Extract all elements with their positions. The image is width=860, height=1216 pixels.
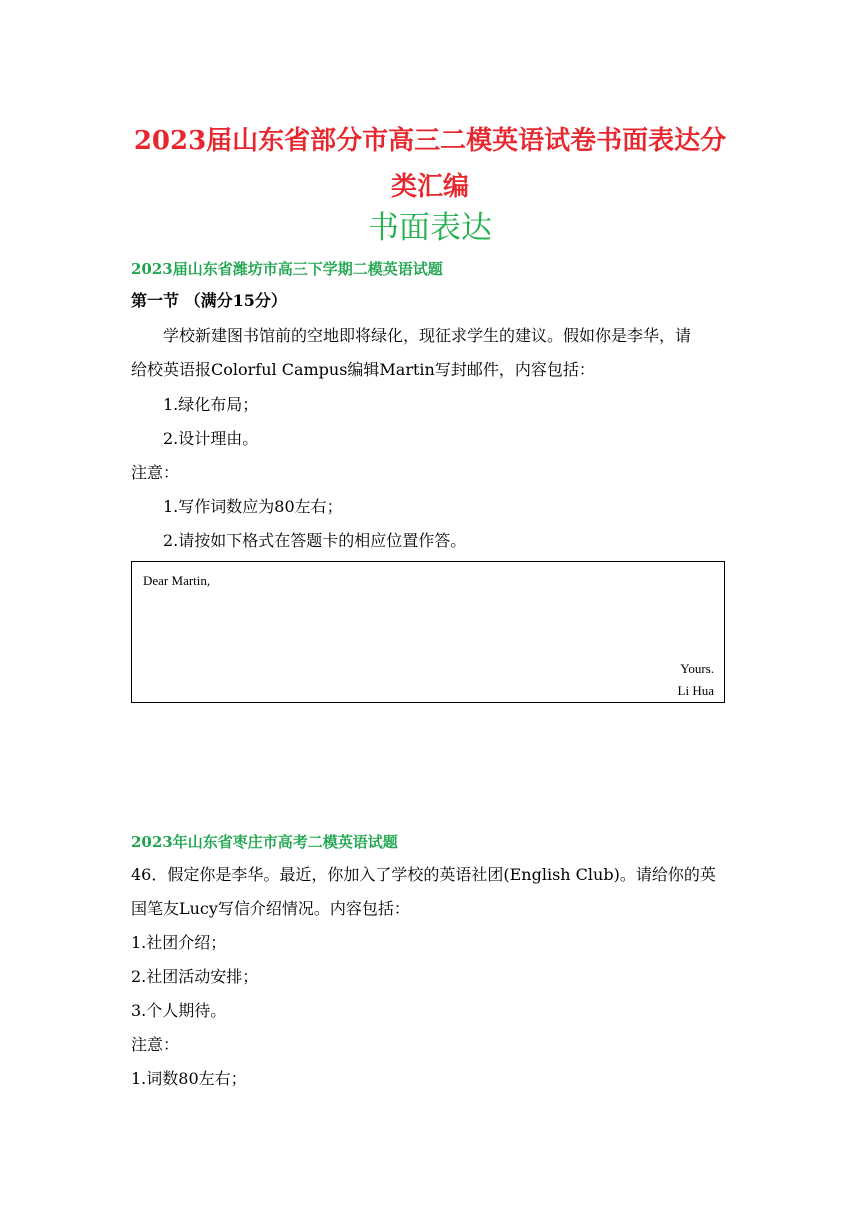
- letter-format-box: [131, 561, 725, 703]
- document-title-line2: 类汇编: [390, 172, 469, 202]
- letter-closing: Yours.: [680, 661, 714, 676]
- part2-note-item: 1.词数80左右；: [131, 1069, 247, 1088]
- section-heading: 书面表达: [368, 210, 492, 246]
- part2-point-item: 1.社团介绍；: [131, 933, 227, 952]
- part2-source-heading: 2023年山东省枣庄市高考二模英语试题: [131, 833, 398, 851]
- part2-point-item: 2.社团活动安排；: [131, 967, 259, 986]
- part2-prompt-line2: 国笔友Lucy写信介绍情况。内容包括：: [131, 899, 410, 918]
- part2-notes-label: 注意：: [131, 1035, 180, 1054]
- part2-prompt-line1: 46．假定你是李华。最近，你加入了学校的英语社团(English Club)。请给你的英: [131, 865, 716, 884]
- part1-note-item: 2.请按如下格式在答题卡的相应位置作答。: [163, 531, 467, 550]
- part1-source-heading: 2023届山东省潍坊市高三下学期二模英语试题: [131, 260, 443, 278]
- part1-prompt-line1: 学校新建图书馆前的空地即将绿化，现征求学生的建议。假如你是李华，请: [163, 326, 692, 345]
- part1-subsection-heading: 第一节 （满分15分）: [131, 291, 287, 310]
- part2-point-item: 3.个人期待。: [131, 1001, 227, 1020]
- document-title: [110, 118, 750, 210]
- part1-notes-label: 注意：: [131, 463, 180, 482]
- letter-signature: Li Hua: [677, 683, 714, 698]
- document-title-line1: 2023届山东省部分市高三二模英语试卷书面表达分: [133, 126, 727, 156]
- letter-salutation: Dear Martin,: [143, 573, 211, 588]
- part1-point-item: 1.绿化布局；: [163, 395, 259, 414]
- part1-point-item: 2.设计理由。: [163, 429, 259, 448]
- part1-note-item: 1.写作词数应为80左右；: [163, 497, 343, 516]
- part1-prompt-line2: 给校英语报Colorful Campus编辑Martin写封邮件，内容包括：: [131, 360, 595, 379]
